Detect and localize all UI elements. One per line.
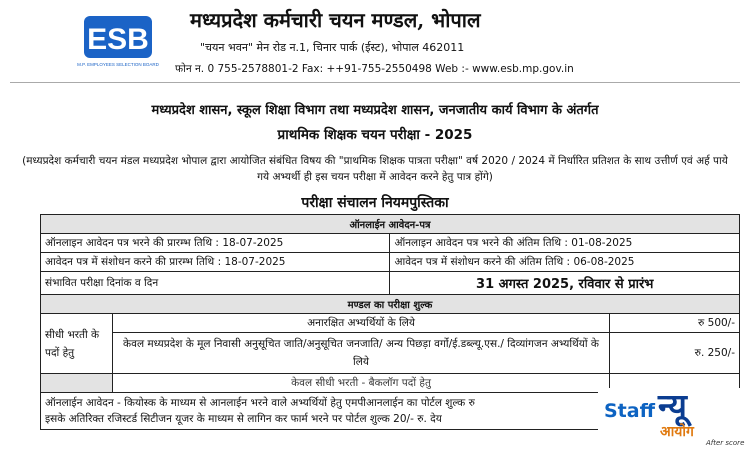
table-row [41, 333, 740, 374]
exam-date-value: 31 अगस्त 2025, रविवार से प्रारंभ [390, 272, 740, 295]
application-end-date: 01-08-2025 [571, 237, 633, 249]
correction-start-cell [41, 253, 390, 272]
logo-subtext: M.P. EMPLOYEES SELECTION BOARD [77, 62, 159, 67]
correction-start-date: 18-07-2025 [224, 256, 286, 268]
watermark-aayog: आयोग [660, 424, 694, 440]
watermark-after: After score [706, 439, 745, 447]
watermark-staff: Staff [604, 400, 655, 422]
unreserved-label: अनारक्षित अभ्यर्थियों के लिये [112, 314, 609, 333]
staff-news-watermark [598, 388, 748, 450]
correction-end-date: 06-08-2025 [573, 256, 635, 268]
table-row [41, 272, 740, 295]
table-row [41, 295, 740, 314]
direct-recruitment-label: सीधी भरती के पदों हेतु [41, 314, 113, 374]
org-title: मध्यप्रदेश कर्मचारी चयन मण्डल, भोपाल [190, 8, 481, 32]
reserved-fee: रु. 250/- [610, 333, 740, 374]
correction-start-label: आवेदन पत्र में संशोधन करने की प्रारम्भ तिथि : [45, 256, 222, 268]
logo-text: ESB [87, 23, 149, 56]
correction-end-cell [390, 253, 740, 272]
application-end-cell [390, 234, 740, 253]
application-start-cell [41, 234, 390, 253]
backlog-empty-cell [41, 374, 113, 393]
correction-end-label: आवेदन पत्र में संशोधन करने की अंतिम तिथि : [394, 256, 571, 268]
table-row [41, 215, 740, 234]
unreserved-fee: रु 500/- [610, 314, 740, 333]
esb-logo [77, 14, 159, 70]
application-start-date: 18-07-2025 [222, 237, 284, 249]
booklet-title: परीक्षा संचालन नियमपुस्तिका [301, 195, 449, 211]
portal-fee-line-1: ऑनलाईन आवेदन - कियोस्क के माध्यम से आनलाईन भरने वाले अभ्यर्थियों हेतु एमपीआनलाईन का पोर्टल शुल्क रु [45, 397, 475, 409]
application-start-label: ऑनलाइन आवेदन पत्र भरने की प्रारम्भ तिथि : [45, 237, 219, 249]
org-contact: फोन न. 0 755-2578801-2 Fax: ++91-755-2550498 Web :- www.esb.mp.gov.in [175, 63, 574, 75]
department-line: मध्यप्रदेश शासन, स्कूल शिक्षा विभाग तथा मध्यप्रदेश शासन, जनजातीय कार्य विभाग के अंतर्गत [151, 103, 599, 118]
table-row [41, 253, 740, 272]
exam-title: प्राथमिक शिक्षक चयन परीक्षा - 2025 [277, 127, 473, 143]
portal-fee-line-2: इसके अतिरिक्त रजिस्टर्ड सिटीजन यूजर के माध्यम से लागिन कर फार्म भरने पर पोर्टल शुल्क 20/- रु. देय [45, 413, 442, 425]
table-row [41, 314, 740, 333]
org-address: "चयन भवन" मेन रोड न.1, चिनार पार्क (ईस्ट), भोपाल 462011 [200, 41, 465, 54]
backlog-label: केवल सीधी भरती - बैकलॉग पदों हेतु [112, 374, 609, 393]
online-application-heading: ऑनलाईन आवेदन-पत्र [41, 215, 740, 234]
reserved-label: केवल मध्यप्रदेश के मूल निवासी अनुसूचित जाति/अनुसूचित जनजाति/ अन्य पिछड़ा वर्गो/ई.डब्ल्यू.एस./ दिव्यांगजन अभ्यर्थियों के लिये [112, 333, 609, 374]
header-divider [10, 82, 740, 83]
exam-date-label: संभावित परीक्षा दिनांक व दिन [41, 272, 390, 295]
watermark-news: न्यू [658, 386, 687, 425]
eligibility-note: (मध्यप्रदेश कर्मचारी चयन मंडल मध्यप्रदेश भोपाल द्वारा आयोजित संबंधित विषय की "प्राथमिक शिक्षक पात्रता परीक्षा" वर्ष 2020 / 2024 में निर्धारित प्रतिशत के साथ उत्तीर्ण एवं अर्ह पाये गये अभ्यर्थी ही इस चयन परीक्षा में आवेदन करने हेतु पात्र होंगे) [22, 155, 728, 183]
table-row [41, 234, 740, 253]
application-end-label: ऑनलाइन आवेदन पत्र भरने की अंतिम तिथि : [394, 237, 568, 249]
fee-heading: मण्डल का परीक्षा शुल्क [41, 295, 740, 314]
